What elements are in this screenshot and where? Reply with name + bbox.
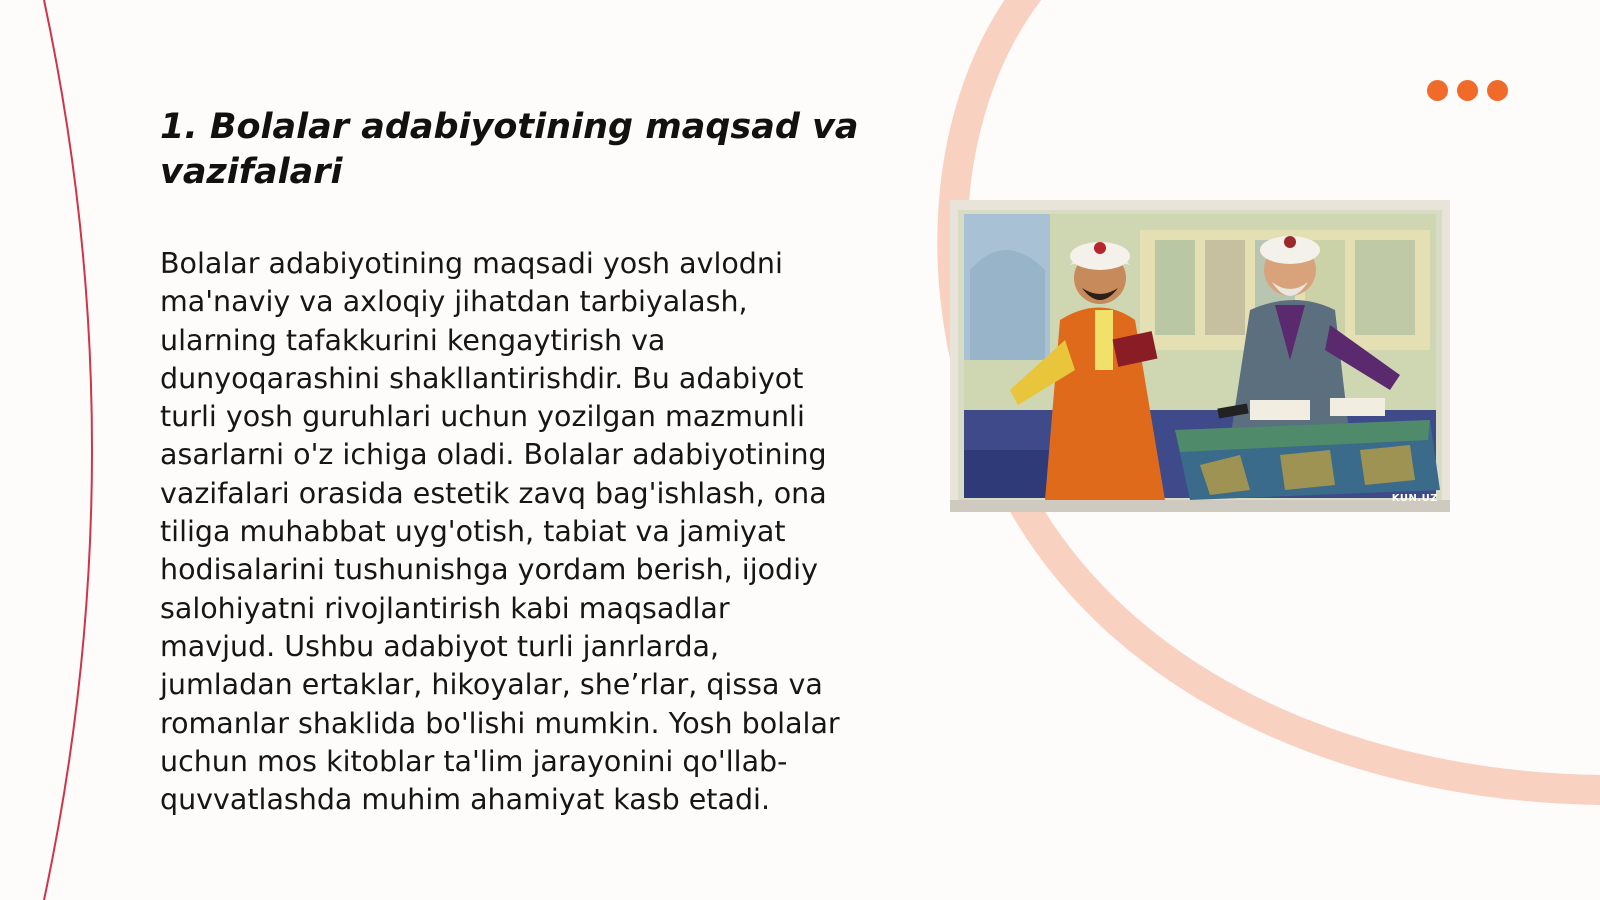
image-watermark: KUN.UZ [1391, 493, 1438, 504]
slide-title: 1. Bolalar adabiyotining maqsad va vazifalari [160, 107, 859, 192]
dot-icon [1487, 80, 1508, 101]
dot-icon [1457, 80, 1478, 101]
illustration-image [950, 200, 1450, 512]
decorative-dots [1427, 80, 1508, 101]
scholars-painting [950, 200, 1450, 512]
slide-body-text: Bolalar adabiyotining maqsadi yosh avlodni ma'naviy va axloqiy jihatdan tarbiyalash, ularning tafakkurini kengaytirish va dunyoqarashini shakllantirishdir. Bu adabiyot turli yosh guruhlari uchun yozilgan mazmunli asarlarni o'z ichiga oladi. Bolalar adabiyotining vazifalari orasida estetik zavq bag'ishlash, ona tiliga muhabbat uyg'otish, tabiat va jamiyat hodisalarini tushunishga yordam berish, ijodiy salohiyatni rivojlantirish kabi maqsadlar mavjud. Ushbu adabiyot turli janrlarda, jumladan ertaklar, hikoyalar, she’rlar, qissa va romanlar shaklida bo'lishi mumkin. Yosh bolalar uchun mos kitoblar ta'lim jarayonini qo'llab-quvvatlashda muhim ahamiyat kasb etadi. [160, 247, 840, 817]
left-curve-line [44, 0, 92, 900]
dot-icon [1427, 80, 1448, 101]
